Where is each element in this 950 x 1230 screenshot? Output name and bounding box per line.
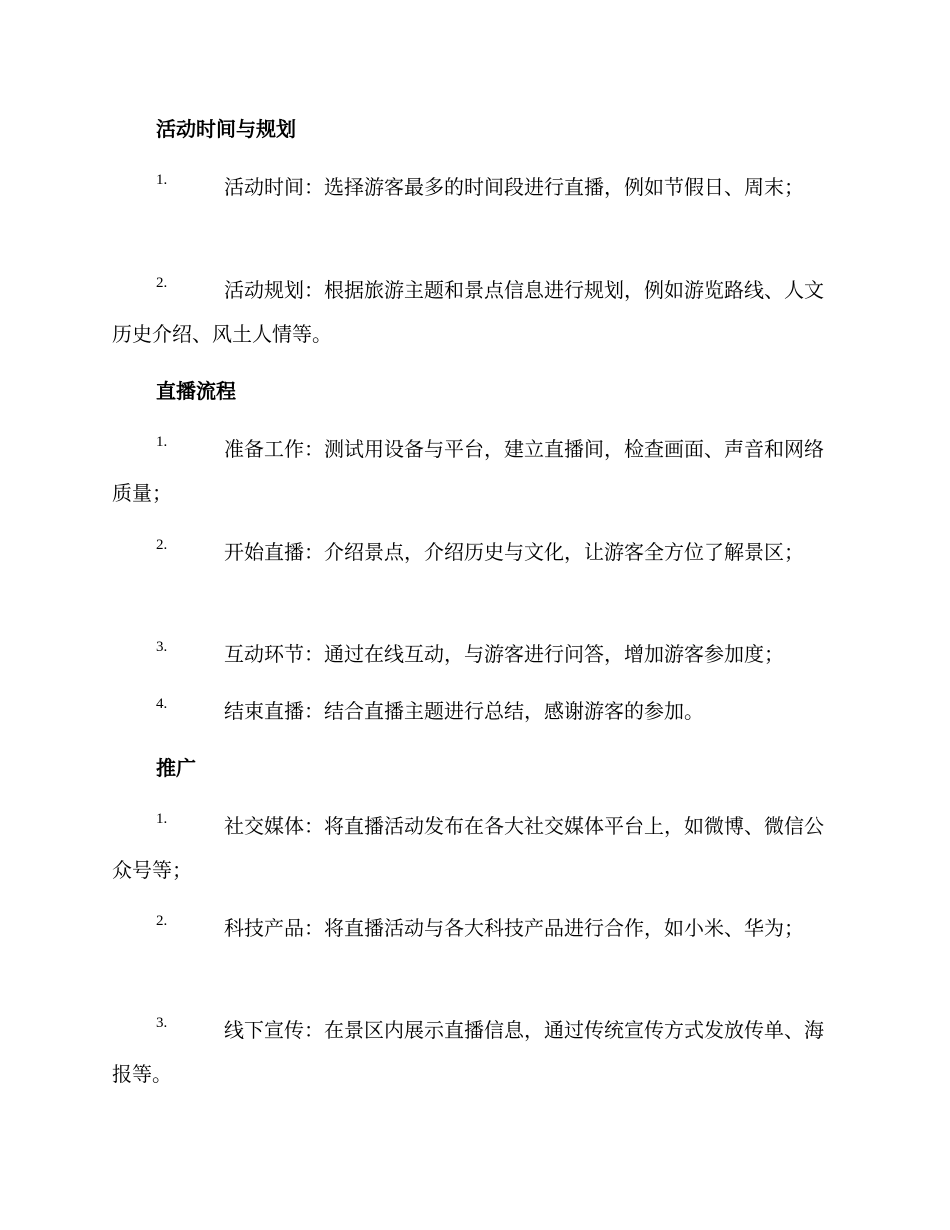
- list-item: [112, 1008, 840, 1096]
- list-item: [112, 804, 840, 892]
- section-heading-process: 直播流程: [156, 379, 236, 403]
- list-item-text: 活动时间：选择游客最多的时间段进行直播，例如节假日、周末；: [224, 175, 804, 199]
- list-number: 1.: [156, 434, 168, 450]
- list-number: 1.: [156, 172, 168, 188]
- list-item-text: 开始直播：介绍景点，介绍历史与文化，让游客全方位了解景区；: [224, 540, 804, 564]
- list-item: [112, 632, 840, 676]
- list-item-text: 活动规划：根据旅游主题和景点信息进行规划，例如游览路线、人文历史介绍、风土人情等。: [112, 278, 824, 346]
- list-item-text: 科技产品：将直播活动与各大科技产品进行合作，如小米、华为；: [224, 916, 804, 940]
- list-item: [112, 165, 840, 209]
- list-item: [112, 689, 840, 733]
- section-heading-promotion: 推广: [156, 756, 196, 780]
- list-item: [112, 427, 840, 515]
- section-heading-schedule: 活动时间与规划: [156, 117, 296, 141]
- list-number: 2.: [156, 913, 168, 929]
- list-item: [112, 268, 840, 356]
- list-number: 1.: [156, 811, 168, 827]
- list-item-text: 社交媒体：将直播活动发布在各大社交媒体平台上，如微博、微信公众号等；: [112, 814, 824, 882]
- list-item-text: 准备工作：测试用设备与平台，建立直播间，检查画面、声音和网络质量；: [112, 437, 824, 505]
- list-item: [112, 530, 840, 574]
- list-number: 3.: [156, 1015, 168, 1031]
- list-number: 3.: [156, 639, 168, 655]
- list-number: 4.: [156, 696, 168, 712]
- list-item-text: 线下宣传：在景区内展示直播信息，通过传统宣传方式发放传单、海报等。: [112, 1018, 824, 1086]
- list-item-text: 互动环节：通过在线互动，与游客进行问答，增加游客参加度；: [224, 642, 784, 666]
- list-item: [112, 906, 840, 950]
- list-number: 2.: [156, 275, 168, 291]
- list-number: 2.: [156, 537, 168, 553]
- list-item-text: 结束直播：结合直播主题进行总结，感谢游客的参加。: [224, 699, 704, 723]
